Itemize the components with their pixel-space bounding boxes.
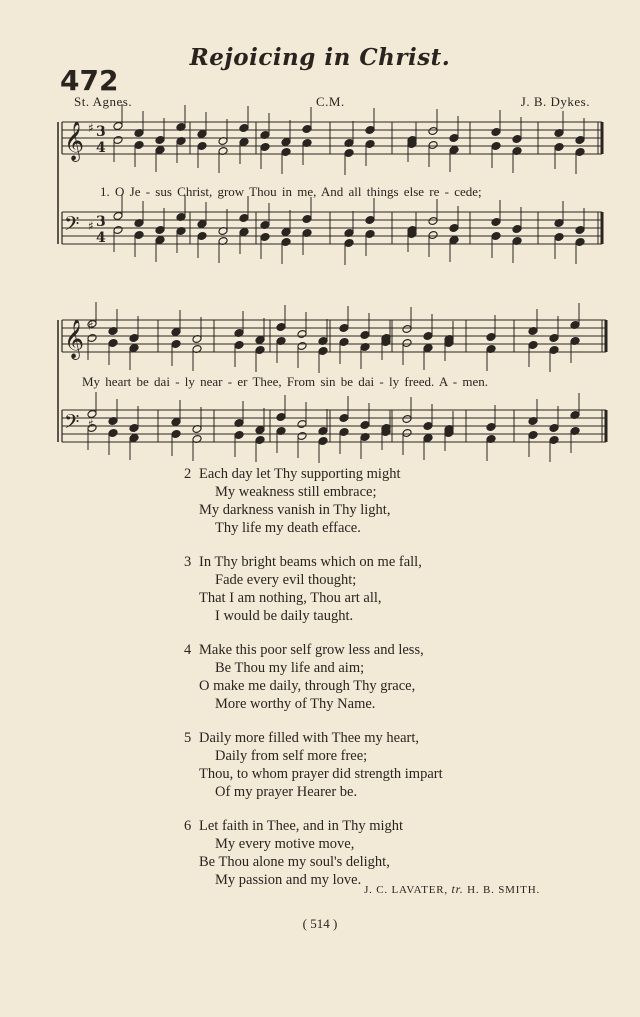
- verse-number: 2: [184, 466, 192, 482]
- key-signature-sharp-icon: ♯: [88, 417, 94, 431]
- key-signature-sharp-icon: ♯: [88, 319, 94, 333]
- treble-clef-icon: 𝄞: [64, 319, 85, 359]
- verse-line: Let faith in Thee, and in Thy might: [199, 818, 404, 834]
- composer: J. B. Dykes.: [520, 94, 590, 109]
- verse-line: My darkness vanish in Thy light,: [199, 502, 391, 518]
- verse-number: 4: [184, 642, 192, 658]
- translator: H. B. SMITH.: [467, 884, 540, 896]
- key-signature-sharp-icon: ♯: [88, 121, 94, 135]
- verse-line: O make me daily, through Thy grace,: [199, 678, 416, 694]
- time-signature: 4: [96, 140, 106, 156]
- attribution: [364, 882, 540, 897]
- key-signature-sharp-icon: ♯: [88, 219, 94, 233]
- verse-line: My every motive move,: [215, 836, 355, 852]
- verse-line: I would be daily taught.: [215, 608, 354, 624]
- verse-line: Be Thou alone my soul's delight,: [199, 854, 390, 870]
- treble-clef-icon: 𝄞: [64, 121, 85, 161]
- author: J. C. LAVATER,: [364, 884, 448, 896]
- hymn-title: Rejoicing in Christ.: [189, 44, 451, 71]
- verse-line: Be Thou my life and aim;: [215, 660, 365, 676]
- verse-number: 5: [184, 730, 192, 746]
- time-signature: 4: [96, 230, 106, 246]
- verse-line: Thy life my death efface.: [215, 520, 361, 536]
- time-signature: 3: [96, 124, 106, 140]
- verse-line: More worthy of Thy Name.: [215, 696, 376, 712]
- verse-line: My weakness still embrace;: [215, 484, 377, 500]
- time-signature: 3: [96, 214, 106, 230]
- verse-number: 3: [184, 554, 192, 570]
- meter: C.M.: [316, 94, 345, 109]
- verse-line: That I am nothing, Thou art all,: [199, 590, 382, 606]
- music-score: [0, 0, 640, 470]
- hymn-number: 472: [60, 64, 119, 97]
- verse-line: My passion and my love.: [215, 872, 362, 888]
- verse-line: Daily more filled with Thee my heart,: [199, 730, 419, 746]
- verse-line: In Thy bright beams which on me fall,: [199, 554, 422, 570]
- page-number: ( 514 ): [302, 916, 338, 931]
- verse-line: Daily from self more free;: [215, 748, 368, 764]
- bass-clef-icon: 𝄢: [64, 410, 80, 438]
- verse-line: Each day let Thy supporting might: [199, 466, 401, 482]
- lyrics-line-1: 1. O Je - sus Christ, grow Thou in me, And all things else re - cede;: [100, 184, 482, 199]
- verse-line: Fade every evil thought;: [215, 572, 357, 588]
- verse-line: Of my prayer Hearer be.: [215, 784, 358, 800]
- verse-line: Make this poor self grow less and less,: [199, 642, 424, 658]
- verse-line: Thou, to whom prayer did strength impart: [199, 766, 443, 782]
- lyrics-line-2: My heart be dai - ly near - er Thee, From sin be dai - ly freed. A - men.: [82, 374, 488, 389]
- translator-label: tr.: [451, 882, 464, 896]
- tune-name: St. Agnes.: [74, 94, 133, 109]
- verse-number: 6: [184, 818, 192, 834]
- bass-clef-icon: 𝄢: [64, 212, 80, 240]
